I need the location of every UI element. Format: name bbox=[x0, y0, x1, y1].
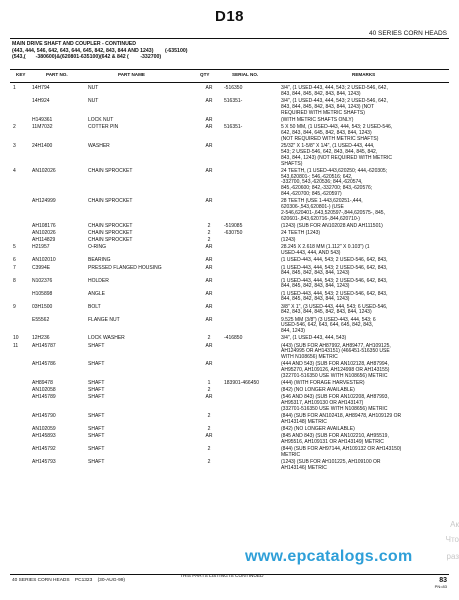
part-remarks: 9.525 MM (3/8") (3 USED-443, 444, 543; 6 USED-546, 642, 643, 644, 645, 842, 843, 844, 1243) bbox=[281, 316, 376, 335]
part-qty: 2 bbox=[207, 426, 211, 433]
table-row bbox=[0, 125, 459, 144]
part-qty: AR bbox=[205, 361, 213, 368]
part-name: PRESSED FLANGED HOUSING bbox=[88, 264, 162, 271]
ghost-text-1: Ак bbox=[450, 520, 459, 529]
column-headers bbox=[0, 72, 459, 80]
part-name: SHAFT bbox=[88, 387, 105, 394]
table-row bbox=[0, 199, 459, 224]
part-name: BEARING bbox=[88, 257, 111, 264]
table-row bbox=[0, 460, 459, 473]
part-remarks: 25/32" X 1-5/8" X 1/4", (1 USED-443, 444, 543; 2 USED-546, 642, 843, 844, 845, 842, 843, 844, 1243) (NOT REQUIRED WITH METRIC SHAFTS) bbox=[281, 142, 393, 167]
part-remarks: 3/4", (1 USED-443, 444, 543; 2 USED-546, 642, 843, 844, 845, 842, 843, 844, 1243) (NOT REQUIRED WITH METRIC SHAFTS) bbox=[281, 98, 388, 116]
table-row bbox=[0, 344, 459, 363]
section-subtitle: MAIN DRIVE SHAFT AND COUPLER - CONTINUED (443, 444, 546, 642, 643, 644, 645, 842, 843, 844 AND 1243) (-635100) (543,( -380600)&(620801-635100)(642 & 842 ( -332700) bbox=[12, 41, 188, 60]
part-number: AH145789 bbox=[32, 394, 56, 401]
table-row bbox=[0, 231, 459, 238]
part-remarks: (1 USED-443, 444, 543; 2 USED-546, 642, 843, 844, 845, 842, 843, 844, 1243) bbox=[281, 290, 388, 303]
part-number: AH145792 bbox=[32, 446, 56, 453]
part-name: CHAIN SPROCKET bbox=[88, 198, 133, 205]
page-number: 83 bbox=[439, 577, 447, 584]
part-key: 5 bbox=[13, 244, 16, 251]
part-number: AH145787 bbox=[32, 342, 56, 349]
serial-number: -630750 bbox=[224, 230, 243, 237]
table-row bbox=[0, 305, 459, 318]
part-remarks: 3/8" X 1", (3 USED-443, 444, 543; 6 USED-546, 842, 843, 844, 845, 842, 843, 844, 1243) bbox=[281, 303, 388, 316]
part-remarks: (844) (SUB FOR AH97144, AH109132 OR AH143150) METRIC bbox=[281, 446, 402, 459]
part-remarks: (845 AND 843) (SUB FOR AN102210, AH95519, AH95516, AH109131 OR AH143149) METRIC bbox=[281, 433, 389, 446]
part-qty: AR bbox=[205, 277, 213, 284]
part-number: H21957 bbox=[32, 244, 50, 251]
table-row bbox=[0, 318, 459, 337]
header-rule bbox=[10, 38, 449, 39]
part-remarks: (1 USED-443, 444, 543; 2 USED-546, 642, 843, 844, 845, 842, 843, 844, 1243) bbox=[281, 264, 388, 277]
table-row bbox=[0, 362, 459, 381]
part-number: 12H236 bbox=[32, 335, 50, 342]
part-name: CHAIN SPROCKET bbox=[88, 237, 133, 244]
part-number: H105898 bbox=[32, 290, 53, 297]
part-number: AN102010 bbox=[32, 257, 56, 264]
part-remarks: (1 USED-443, 444, 543; 2 USED-546, 642, 843, bbox=[281, 257, 388, 264]
serial-number: 516351- bbox=[224, 98, 243, 104]
part-number: AH89478 bbox=[32, 380, 53, 387]
part-qty: AR bbox=[205, 342, 213, 349]
col-part-name: PART NAME bbox=[118, 72, 145, 77]
part-qty: 2 bbox=[207, 223, 211, 230]
part-key: 4 bbox=[13, 167, 16, 174]
part-key: 11 bbox=[13, 342, 19, 349]
part-qty: AR bbox=[205, 85, 213, 91]
col-qty: QTY bbox=[200, 72, 210, 77]
col-part-no: PART NO. bbox=[46, 72, 68, 77]
part-name: COTTER PIN bbox=[88, 123, 119, 130]
part-key: 9 bbox=[13, 303, 16, 310]
part-key: 7 bbox=[13, 264, 16, 271]
table-row bbox=[0, 447, 459, 460]
table-row bbox=[0, 427, 459, 434]
part-name: SHAFT bbox=[88, 459, 105, 466]
part-key: 10 bbox=[13, 335, 19, 342]
table-row bbox=[0, 414, 459, 427]
part-qty: AR bbox=[205, 316, 213, 323]
part-remarks: 28.245 X 2.618 MM (1.112" X 0.103") (1 USED-443, 444, AND 543) bbox=[281, 244, 370, 257]
part-number: 14H924 bbox=[32, 98, 50, 104]
part-name: LOCK WASHER bbox=[88, 335, 125, 342]
part-qty: AR bbox=[205, 198, 213, 205]
part-remarks: 24 TEETH, (1 USED-443,620250; 444,-620305; 543,620801-; 546,-620516; 642, -332700, 543,-620536; 844,-620574, 845,-620600; 842,-332700; 843,-620576; 844,-620700; 845,-620597) bbox=[281, 167, 388, 198]
part-name: SHAFT bbox=[88, 394, 105, 401]
part-number: AH145786 bbox=[32, 361, 56, 368]
part-name: NUT bbox=[88, 98, 99, 104]
part-remarks: (444 AND 543) (SUB FOR AN102128, AH87994, AH95270, AH109126, AH124998 OR AH143155) (322701-516350 USE WITH N108656) METRIC bbox=[281, 361, 390, 380]
column-header-top-rule bbox=[10, 69, 449, 70]
table-row bbox=[0, 292, 459, 305]
part-qty: 2 bbox=[207, 335, 211, 342]
part-number: AN102059 bbox=[32, 426, 56, 433]
part-name: HOLDER bbox=[88, 277, 109, 284]
part-key: 2 bbox=[13, 123, 16, 130]
part-number: AH145790 bbox=[32, 413, 56, 420]
part-remarks: 28 TEETH (USE 1-443,620251-,444, 620306-,543,620801-) (USE 2-546,620401-,643,520597-,844,620575-, 845, 620601-,843,620716-,844,620710-) bbox=[281, 198, 385, 223]
part-number: 11M7032 bbox=[32, 123, 53, 130]
part-key: 6 bbox=[13, 257, 16, 264]
watermark: www.epcatalogs.com bbox=[245, 548, 413, 565]
part-qty: AR bbox=[205, 264, 213, 271]
part-number: AH145893 bbox=[32, 433, 56, 440]
part-name: SHAFT bbox=[88, 413, 105, 420]
col-serial: SERIAL NO. bbox=[232, 72, 259, 77]
part-name: ANGLE bbox=[88, 290, 105, 297]
part-qty: 1 bbox=[207, 380, 211, 387]
part-qty: 2 bbox=[207, 446, 211, 453]
part-number: AN102026 bbox=[32, 167, 56, 174]
part-number: 14H794 bbox=[32, 85, 50, 91]
part-number: N102376 bbox=[32, 277, 53, 284]
table-row bbox=[0, 395, 459, 414]
col-key: KEY bbox=[16, 72, 26, 77]
part-remarks: (1 USED-443, 444, 543; 2 USED-546, 642, 843, 844, 845, 842, 843, 844, 1243) bbox=[281, 277, 388, 290]
part-name: NUT bbox=[88, 85, 99, 91]
footer-page bbox=[435, 577, 447, 589]
part-remarks: 3/4", (1 USED-443, 444, 543; 2 USED-546, 642, 843, 844, 845, 842, 843, 844, 1243) bbox=[281, 85, 388, 97]
part-remarks: (842) (NO LONGER AVAILABLE) bbox=[281, 387, 355, 394]
part-qty: 2 bbox=[207, 413, 211, 420]
part-name: CHAIN SPROCKET bbox=[88, 230, 133, 237]
part-remarks: (842) (NO LONGER AVAILABLE) bbox=[281, 426, 355, 433]
part-key: 8 bbox=[13, 277, 16, 284]
serial-number: 183901-466450 bbox=[224, 380, 260, 387]
part-qty: AR bbox=[205, 433, 213, 440]
part-number: AN102058 bbox=[32, 387, 56, 394]
part-remarks: (844) (SUB FOR AN102418, AH89478, AH109129 OR AH143148) METRIC bbox=[281, 413, 402, 426]
part-remarks: (1243) (SUB FOR AH101225, AH109100 OR AH143146) METRIC bbox=[281, 459, 381, 472]
part-name: CHAIN SPROCKET bbox=[88, 167, 133, 174]
part-name: WASHER bbox=[88, 142, 110, 149]
part-qty: AR bbox=[205, 167, 213, 174]
part-remarks: (546 AND 843) (SUB FOR AN102208, AH87993, AH95317, AH109130 OR AH143147) (332701-516350 USE WITH N108656) METRIC bbox=[281, 394, 389, 413]
table-row bbox=[0, 388, 459, 395]
page-code-small: PN=83 bbox=[434, 584, 447, 589]
ghost-text-2: Что bbox=[445, 535, 459, 544]
table-row bbox=[0, 258, 459, 265]
part-qty: AR bbox=[205, 257, 213, 264]
part-number: 03H1500 bbox=[32, 303, 53, 310]
part-number: AH124999 bbox=[32, 198, 56, 205]
part-number: E55562 bbox=[32, 316, 50, 323]
part-number: AH145793 bbox=[32, 459, 56, 466]
part-qty: AR bbox=[205, 290, 213, 297]
table-row bbox=[0, 279, 459, 292]
part-name: O-RING bbox=[88, 244, 107, 251]
part-name: SHAFT bbox=[88, 361, 105, 368]
part-remarks: 3/4", (1 USED-443, 444, 543) bbox=[281, 335, 347, 342]
part-remarks: (1243) (SUB FOR AN102028 AND AH111501) bbox=[281, 223, 383, 230]
table-row bbox=[0, 99, 459, 118]
footer-continued: THIS PARTS LISTING IS CONTINUED bbox=[180, 574, 264, 579]
part-name: BOLT bbox=[88, 303, 101, 310]
part-qty: AR bbox=[205, 394, 213, 401]
parts-list bbox=[0, 86, 459, 473]
part-qty: AR bbox=[205, 142, 213, 149]
col-remarks: REMARKS bbox=[352, 72, 376, 77]
part-key: 1 bbox=[13, 85, 16, 91]
part-remarks: (444) (WITH FORAGE HARVESTER) bbox=[281, 380, 365, 387]
part-number: C3994E bbox=[32, 264, 51, 271]
part-number: AH114829 bbox=[32, 237, 56, 244]
column-header-bottom-rule bbox=[10, 82, 449, 83]
part-key: 3 bbox=[13, 142, 16, 149]
table-row bbox=[0, 144, 459, 169]
serial-number: 516351- bbox=[224, 123, 243, 130]
part-number: AN102026 bbox=[32, 230, 56, 237]
footer-left: 40 SERIES CORN HEADS PC1323 (30-AUG-99) bbox=[12, 578, 126, 583]
part-qty: 2 bbox=[207, 237, 211, 244]
page-code: D18 bbox=[214, 8, 245, 25]
part-name: SHAFT bbox=[88, 426, 105, 433]
part-name: SHAFT bbox=[88, 446, 105, 453]
part-remarks: (1243) bbox=[281, 237, 296, 244]
part-qty: 2 bbox=[207, 459, 211, 466]
part-number: H149361 bbox=[32, 116, 53, 123]
part-qty: AR bbox=[205, 244, 213, 251]
table-row bbox=[0, 238, 459, 245]
part-name: SHAFT bbox=[88, 342, 105, 349]
part-remarks: (443) (SUB FOR AH87992, AH89477, AH109125, AH124995 OR AH143151) (466451-516350 USE WITH N108656) METRIC bbox=[281, 342, 391, 361]
ghost-text-3: раз bbox=[446, 552, 459, 561]
table-row bbox=[0, 245, 459, 258]
table-row bbox=[0, 381, 459, 388]
part-name: FLANGE NUT bbox=[88, 316, 120, 323]
part-qty: AR bbox=[205, 303, 213, 310]
part-qty: AR bbox=[205, 98, 213, 104]
table-row bbox=[0, 266, 459, 279]
part-remarks: 5 X 50 MM, (1 USED-443, 444, 543; 2 USED-546, 642, 843, 844, 645, 842, 843, 844, 1243) (NOT REQUIRED WITH METRIC SHAFTS) bbox=[281, 123, 393, 142]
part-name: CHAIN SPROCKET bbox=[88, 223, 133, 230]
part-remarks: 24 TEETH (1243) bbox=[281, 230, 321, 237]
part-name: SHAFT bbox=[88, 380, 105, 387]
part-qty: AR bbox=[205, 116, 213, 123]
part-number: AH108176 bbox=[32, 223, 56, 230]
serial-number: -519085 bbox=[224, 223, 243, 230]
part-name: LOCK NUT bbox=[88, 116, 114, 123]
part-qty: AR bbox=[205, 123, 213, 130]
serial-number: -416850 bbox=[224, 335, 243, 342]
part-remarks: (WITH METRIC SHAFTS ONLY) bbox=[281, 116, 354, 123]
section-name: 40 SERIES CORN HEADS bbox=[368, 30, 447, 37]
part-name: SHAFT bbox=[88, 433, 105, 440]
part-qty: 2 bbox=[207, 387, 211, 394]
part-qty: 2 bbox=[207, 230, 211, 237]
part-number: 24H1400 bbox=[32, 142, 53, 149]
table-row bbox=[0, 169, 459, 200]
serial-number: -516350 bbox=[224, 85, 243, 91]
